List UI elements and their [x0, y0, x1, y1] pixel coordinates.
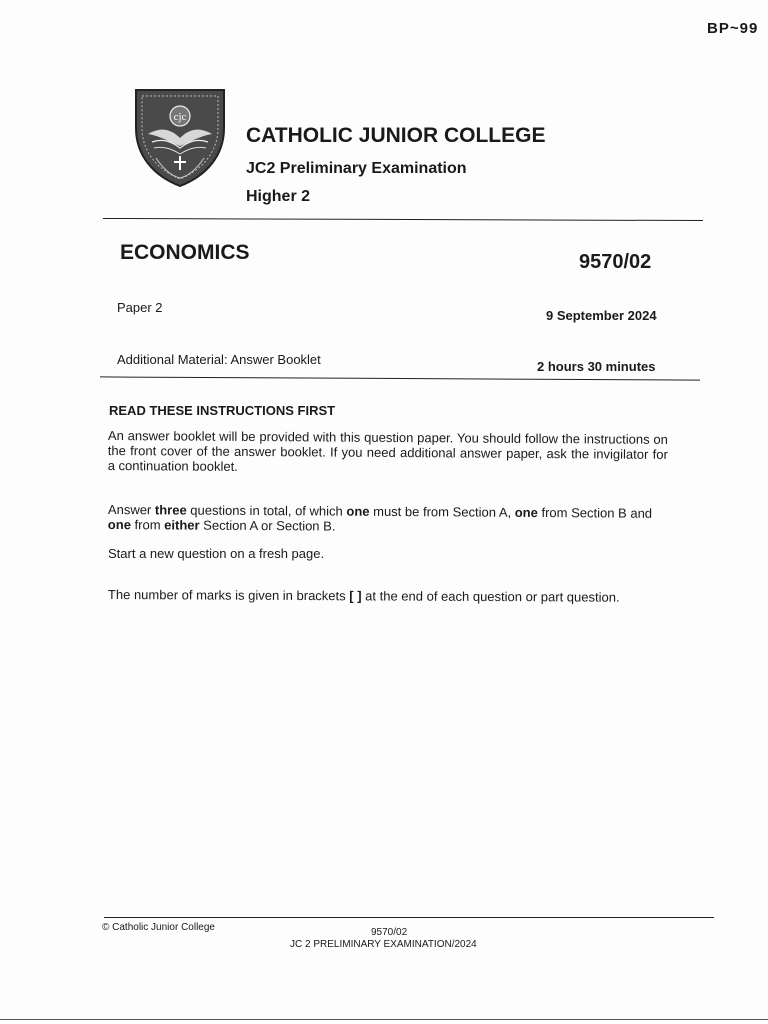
footer-copyright: © Catholic Junior College [102, 922, 215, 933]
text-run: Section A or Section B. [199, 517, 336, 534]
instructions-heading: READ THESE INSTRUCTIONS FIRST [109, 403, 336, 418]
emphasis-brackets: [ ] [349, 588, 362, 604]
emphasis-one: one [107, 516, 132, 533]
exam-level: Higher 2 [246, 188, 311, 205]
text-run: questions in total, of which [186, 502, 347, 519]
additional-material: Additional Material: Answer Booklet [117, 352, 321, 367]
college-name: CATHOLIC JUNIOR COLLEGE [246, 124, 546, 147]
exam-duration: 2 hours 30 minutes [537, 359, 656, 374]
footer-divider [104, 917, 714, 918]
footer-code: 9570/02 [371, 927, 408, 938]
subject-code: 9570/02 [579, 251, 652, 273]
exam-name: JC2 Preliminary Examination [246, 160, 467, 177]
emphasis-either: either [164, 517, 200, 533]
text-run: from [130, 517, 165, 533]
instructions-paragraph-fresh-page: Start a new question on a fresh page. [108, 546, 325, 561]
scan-edge-line [0, 1019, 768, 1020]
svg-text:cjc: cjc [173, 111, 187, 123]
header-divider [103, 218, 703, 221]
instructions-paragraph-questions [108, 502, 668, 536]
instructions-paragraph-marks [108, 587, 668, 605]
emphasis-one: one [346, 503, 370, 519]
instructions-paragraph-booklet: An answer booklet will be provided with this question paper. You should follow the instructions on the front cover of the answer booklet. If you need additional answer paper, ask the invigilator for a continuation booklet. [107, 428, 668, 474]
footer-title: JC 2 PRELIMINARY EXAMINATION/2024 [290, 939, 477, 950]
emphasis-three: three [154, 502, 187, 518]
text-run: Answer [107, 502, 155, 518]
text-run: must be from Section A, [369, 503, 515, 520]
emphasis-one: one [514, 504, 538, 521]
paper-number: Paper 2 [117, 300, 163, 315]
text-run: The number of marks is given in brackets [107, 587, 350, 604]
text-run: at the end of each question or part question. [361, 588, 620, 605]
exam-date: 9 September 2024 [546, 308, 657, 323]
text-run: from Section B and [537, 505, 653, 521]
document-id-mark: BP~99 [707, 20, 759, 37]
cjc-crest-icon [128, 86, 232, 190]
subject-title: ECONOMICS [120, 241, 250, 264]
info-divider [100, 376, 700, 380]
